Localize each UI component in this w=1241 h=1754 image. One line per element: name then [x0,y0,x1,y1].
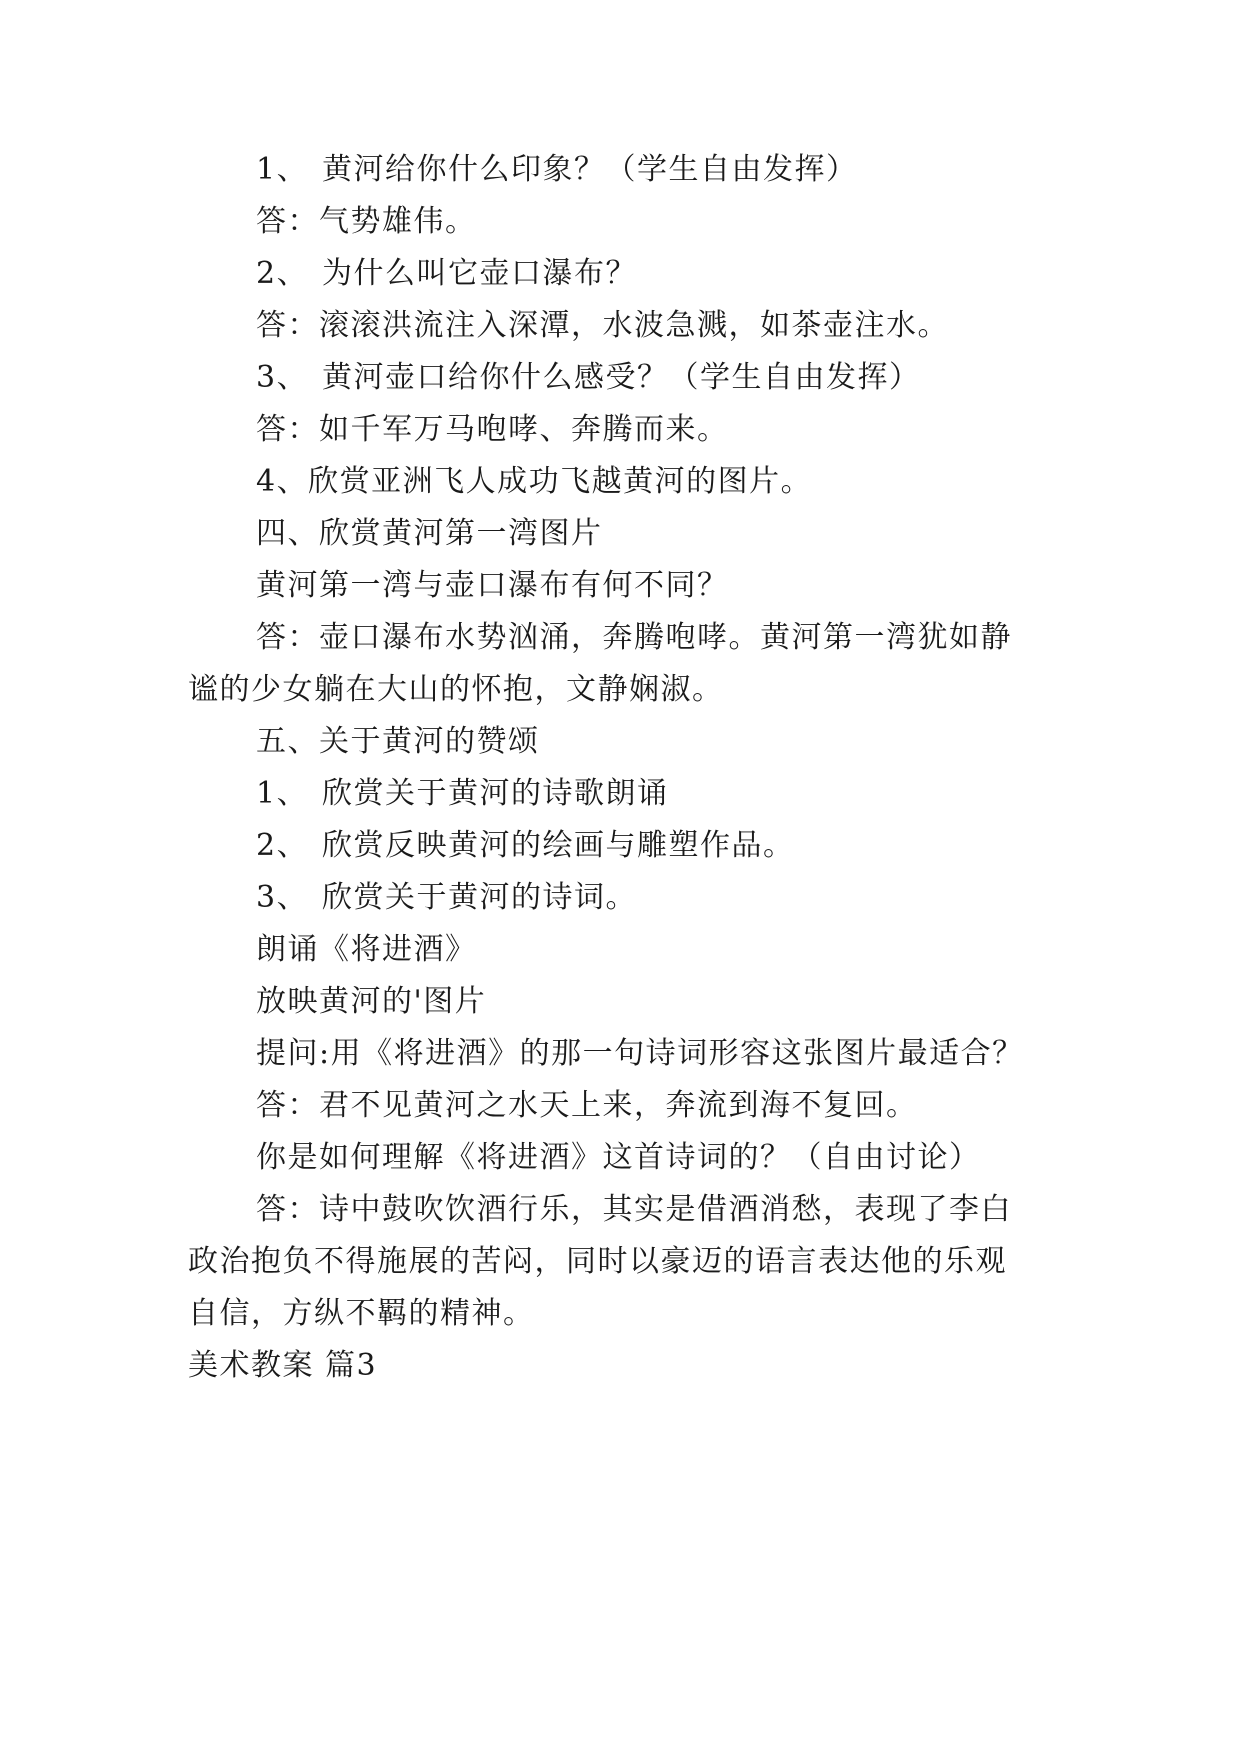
question-text: 黄河壶口给你什么感受？（学生自由发挥） [322,360,921,395]
item-number: 3、 [256,880,309,915]
section-heading-5: 五、关于黄河的赞颂 [256,724,540,759]
question-2 [256,254,637,294]
item-4: 4、欣赏亚洲飞人成功飞越黄河的图片。 [256,464,813,499]
item-number: 3、 [256,360,309,395]
answer-continuation: 自信，方纵不羁的精神。 [188,1296,535,1331]
answer-2: 答：滚滚洪流注入深潭，水波急溅，如茶壶注水。 [256,308,949,343]
question-text: 为什么叫它壶口瀑布？ [322,256,637,291]
section-title: 美术教案 篇3 [188,1348,378,1383]
question-line: 黄河第一湾与壶口瀑布有何不同？ [256,568,729,603]
answer-line: 答：君不见黄河之水天上来，奔流到海不复回。 [256,1088,918,1123]
item-number: 2、 [256,256,309,291]
list-item-text: 欣赏反映黄河的绘画与雕塑作品。 [322,828,795,863]
answer-continuation: 政治抱负不得施展的苦闷，同时以豪迈的语言表达他的乐观 [188,1244,1007,1279]
item-number: 1、 [256,776,309,811]
item-number: 1、 [256,152,309,187]
answer-line: 答：诗中鼓吹饮酒行乐，其实是借酒消愁，表现了李白 [256,1192,1012,1227]
list-item-text: 欣赏关于黄河的诗歌朗诵 [322,776,669,811]
answer-3: 答：如千军万马咆哮、奔腾而来。 [256,412,729,447]
item-number: 2、 [256,828,309,863]
discussion-question: 你是如何理解《将进酒》这首诗词的？（自由讨论） [256,1140,981,1175]
question-1 [256,150,858,190]
list-item-text: 欣赏关于黄河的诗词。 [322,880,637,915]
show-image-line: 放映黄河的'图片 [256,984,487,1019]
answer-1: 答：气势雄伟。 [256,204,477,239]
question-3 [256,358,921,398]
list-item-3 [256,878,637,918]
answer-continuation: 谧的少女躺在大山的怀抱，文静娴淑。 [188,672,724,707]
recite-line: 朗诵《将进酒》 [256,932,477,967]
answer-line: 答：壶口瀑布水势汹涌，奔腾咆哮。黄河第一湾犹如静 [256,620,1012,655]
list-item-1 [256,774,669,814]
question-text: 黄河给你什么印象？（学生自由发挥） [322,152,858,187]
question-line: 提问:用《将进酒》的那一句诗词形容这张图片最适合？ [256,1036,1024,1071]
section-heading-4: 四、欣赏黄河第一湾图片 [256,516,603,551]
list-item-2 [256,826,795,866]
